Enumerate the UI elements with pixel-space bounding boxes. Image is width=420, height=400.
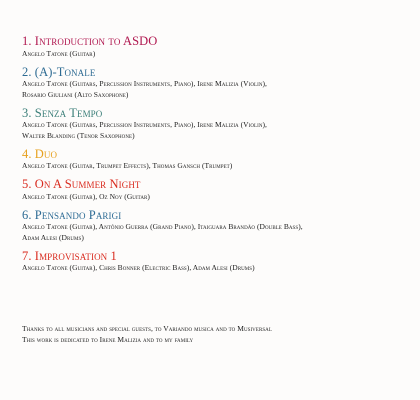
track-7 — [22, 249, 412, 274]
dedication-line: This work is dedicated to Irene Malizia and to my family — [22, 334, 194, 344]
credit-line: Angelo Tatone (Guitar, Trumpet Effects), Thomas Gansch (Trumpet) — [22, 161, 233, 170]
credit-line: Adam Alesi (Drums) — [22, 232, 84, 242]
footer-notes — [22, 324, 412, 345]
credit-line: Angelo Tatone (Guitars, Percussion Instruments, Piano), Irene Malizia (Violin), — [22, 79, 267, 88]
credit-line: Angelo Tatone (Guitar) — [22, 48, 96, 58]
credit-line: Angelo Tatone (Guitar), Antônio Guerra (Grand Piano), Itaiguara Brandão (Double Bass), — [22, 222, 303, 231]
track-credits — [22, 161, 412, 172]
track-title: 5. On A Summer Night — [22, 177, 141, 191]
track-credits — [22, 79, 412, 100]
tracklist — [22, 34, 412, 279]
track-5 — [22, 177, 412, 202]
track-credits — [22, 263, 412, 274]
track-title: 4. Duo — [22, 146, 58, 161]
credit-line: Walter Blanding (Tenor Saxophone) — [22, 130, 135, 140]
track-4 — [22, 147, 412, 172]
track-title: 3. Senza Tempo — [22, 105, 103, 120]
track-title: 7. Improvisation 1 — [22, 248, 117, 263]
credit-line: Rosario Giuliani (Alto Saxophone) — [22, 89, 129, 99]
track-credits — [22, 120, 412, 141]
track-title: 1. Introduction to ASDO — [22, 34, 158, 48]
credit-line: Angelo Tatone (Guitar), Oz Noy (Guitar) — [22, 191, 150, 201]
track-title: 2. (A)-Tonale — [22, 64, 96, 79]
track-credits — [22, 49, 412, 60]
track-credits — [22, 192, 412, 203]
thanks-line: Thanks to all musicians and special guests, to Variando musica and to Musiversal — [22, 324, 272, 333]
track-1 — [22, 34, 412, 59]
credit-line: Angelo Tatone (Guitar), Chris Bonner (Electric Bass), Adam Alesi (Drums) — [22, 263, 255, 272]
track-title: 6. Pensando Parigi — [22, 207, 122, 222]
track-3 — [22, 106, 412, 142]
credit-line: Angelo Tatone (Guitars, Percussion Instruments, Piano), Irene Malizia (Violin), — [22, 120, 267, 129]
track-2 — [22, 65, 412, 101]
track-credits — [22, 222, 412, 243]
track-6 — [22, 208, 412, 244]
